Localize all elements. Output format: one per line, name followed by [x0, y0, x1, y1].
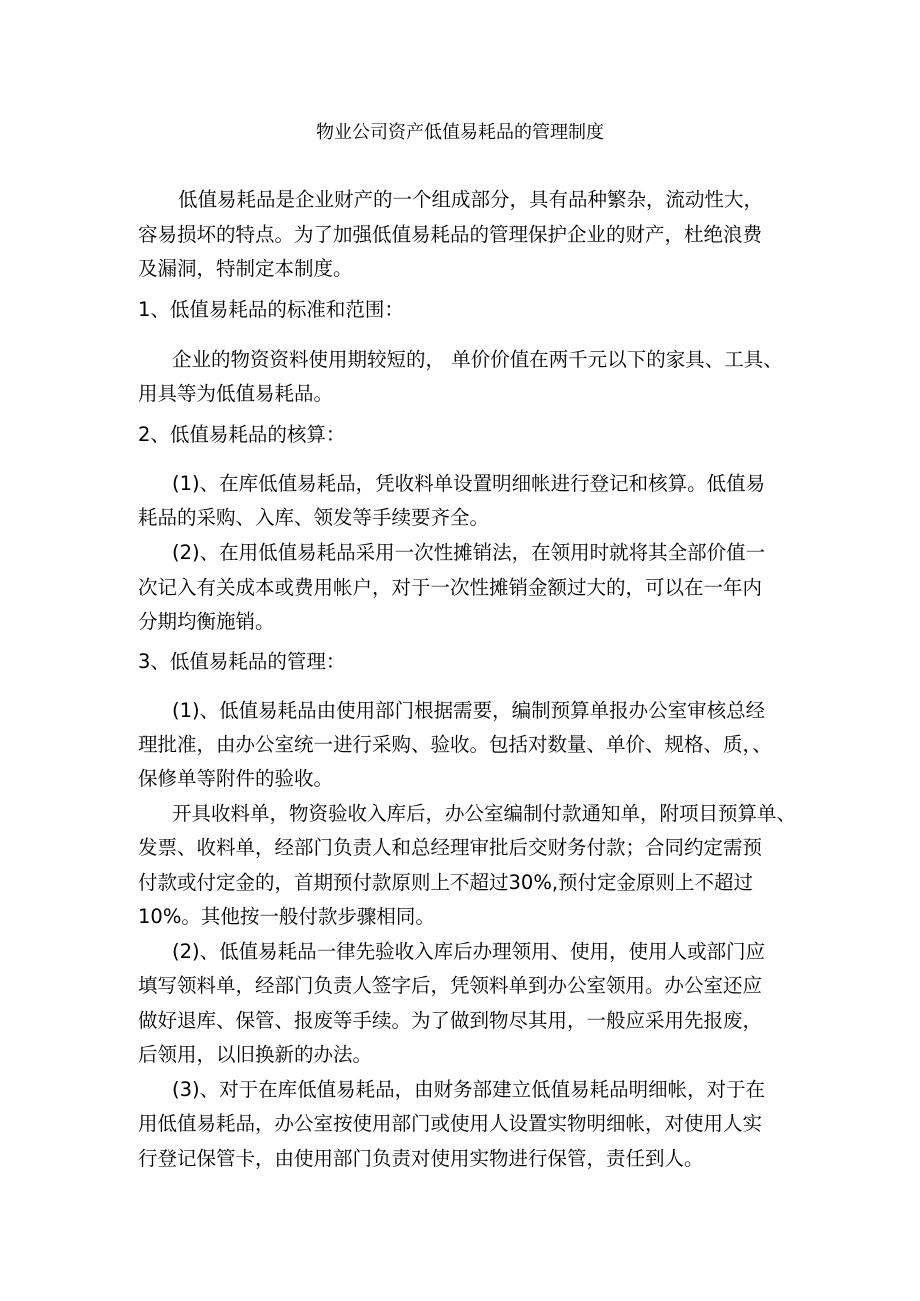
intro-line: 容易损坏的特点。为了加强低值易耗品的管理保护企业的财产，杜绝浪费: [138, 223, 763, 246]
section-2-heading: 2、低值易耗品的核算：: [138, 423, 346, 446]
section-3-para-line: 付款或付定金的，首期预付款原则上不超过30%,预付定金原则上不超过: [138, 871, 754, 894]
section-2-item-1-line: (1)、在库低值易耗品，凭收料单设置明细帐进行登记和核算。低值易: [172, 472, 766, 495]
section-3-item-1-line: (1)、低值易耗品由使用部门根据需要，编制预算单报办公室审核总经: [172, 699, 766, 722]
document-title: 物业公司资产低值易耗品的管理制度: [316, 122, 604, 143]
intro-line: 及漏洞，特制定本制度。: [138, 257, 353, 280]
section-3-item-3-line: (3)、对于在库低值易耗品，由财务部建立低值易耗品明细帐，对于在: [172, 1078, 766, 1101]
section-3-item-1-line: 保修单等附件的验收。: [138, 767, 334, 790]
intro-line: 低值易耗品是企业财产的一个组成部分，具有品种繁杂，流动性大，: [178, 188, 764, 211]
section-3-heading: 3、低值易耗品的管理：: [138, 650, 346, 673]
section-3-item-3-line: 用低值易耗品，办公室按使用部门或使用人设置实物明细帐，对使用人实: [138, 1112, 763, 1135]
section-3-para-line: 发票、收料单，经部门负责人和总经理审批后交财务付款；合同约定需预: [138, 836, 763, 859]
section-3-item-2-line: 填写领料单，经部门负责人签字后，凭领料单到办公室领用。办公室还应: [138, 974, 763, 997]
section-2-item-2-line: 次记入有关成本或费用帐户，对于一次性摊销金额过大的，可以在一年内: [138, 576, 763, 599]
section-3-para-line: 开具收料单，物资验收入库后，办公室编制付款通知单，附项目预算单、: [172, 802, 797, 825]
section-1-heading: 1、低值易耗品的标准和范围：: [138, 298, 404, 321]
section-3-item-1-line: 理批准，由办公室统一进行采购、验收。包括对数量、单价、规格、质，、: [138, 733, 772, 756]
section-2-item-1-line: 耗品的采购、入库、领发等手续要齐全。: [138, 506, 490, 529]
section-3-item-3-line: 行登记保管卡，由使用部门负责对使用实物进行保管，责任到人。: [138, 1147, 704, 1170]
section-1-line: 用具等为低值易耗品。: [138, 382, 334, 405]
section-2-item-2-line: (2)、在用低值易耗品采用一次性摊销法，在领用时就将其全部价值一: [172, 541, 766, 564]
section-3-item-2-line: 做好退库、保管、报废等手续。为了做到物尽其用，一般应采用先报废，: [138, 1009, 763, 1032]
section-1-line: 企业的物资资料使用期较短的， 单价价值在两千元以下的家具、工具、: [172, 348, 783, 371]
section-3-para-line: 10%。其他按一般付款步骤相同。: [138, 905, 435, 928]
section-3-item-2-line: (2)、低值易耗品一律先验收入库后办理领用、使用，使用人或部门应: [172, 940, 766, 963]
section-3-item-2-line: 后领用，以旧换新的办法。: [138, 1043, 373, 1066]
section-2-item-2-line: 分期均衡施销。: [138, 610, 275, 633]
